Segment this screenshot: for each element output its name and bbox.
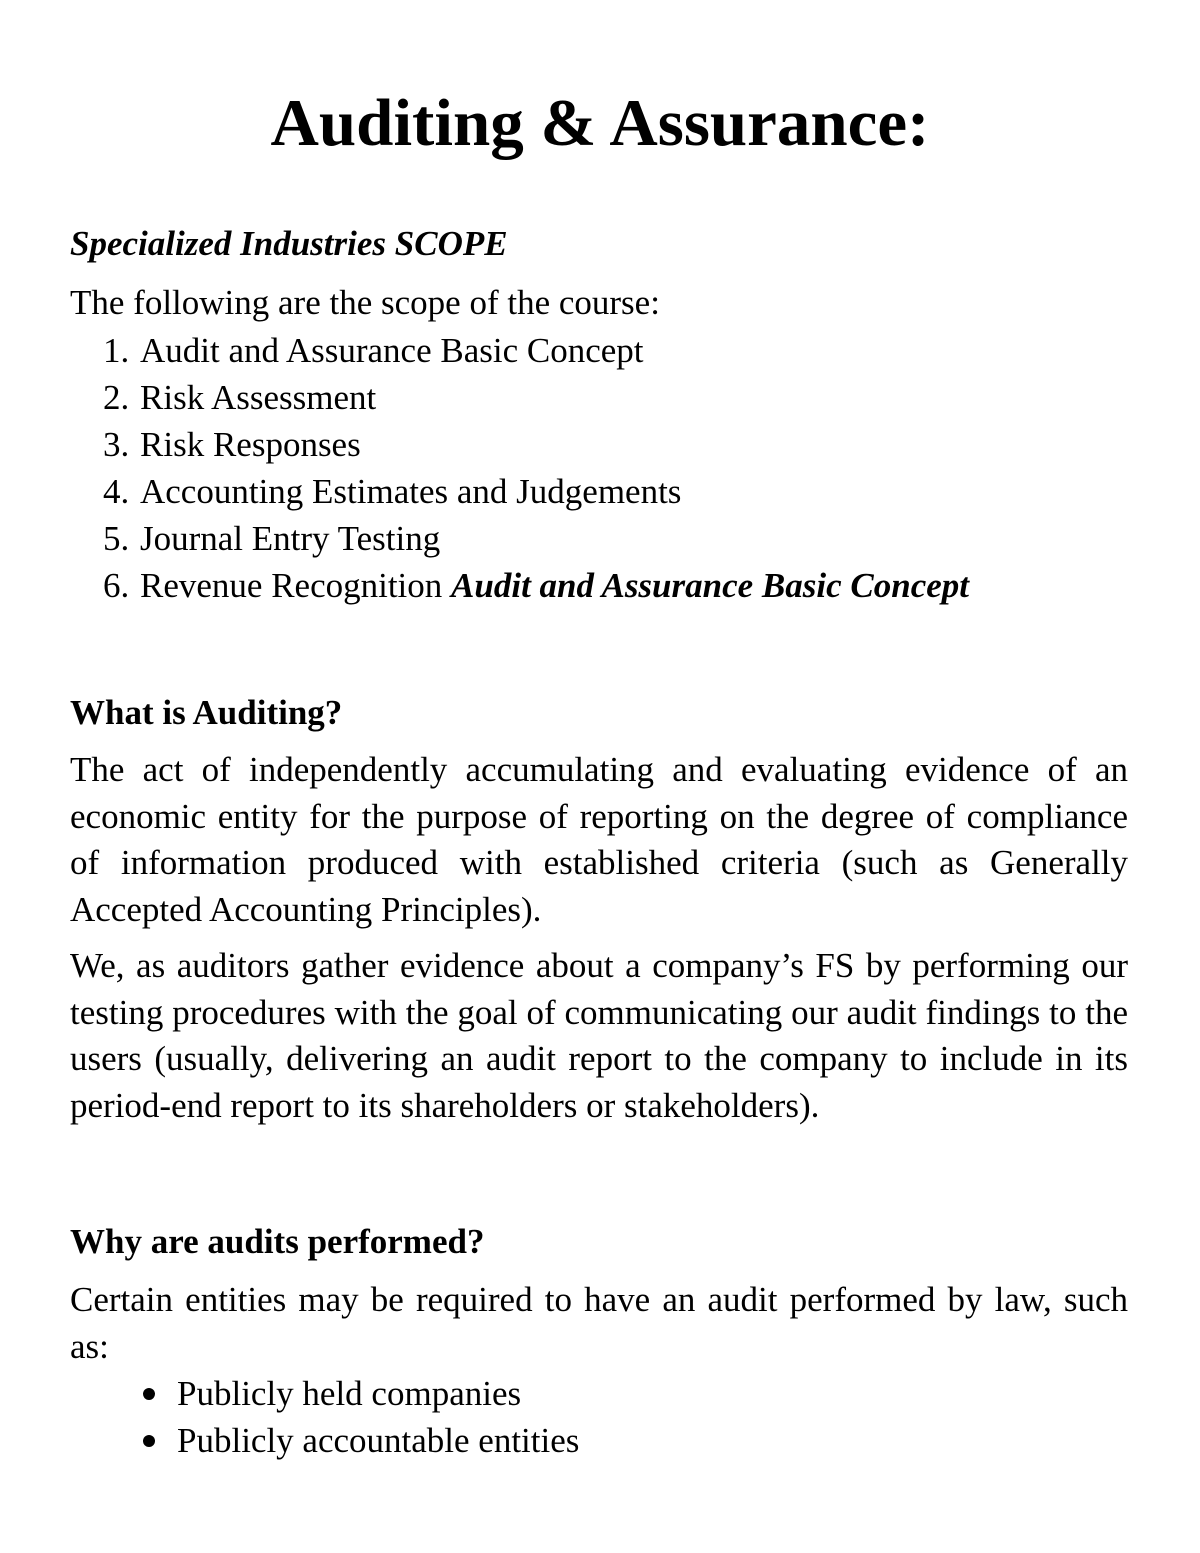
scope-item-text: Revenue Recognition [140, 566, 452, 605]
section-subtitle: Specialized Industries SCOPE [70, 224, 508, 263]
scope-list-item [0, 562, 1200, 609]
scope-item-number: 3. [103, 425, 130, 464]
scope-list [0, 327, 1200, 609]
scope-item-text-with-emphasis [140, 562, 969, 610]
scope-list-item [0, 421, 1200, 468]
scope-item-number: 6. [103, 566, 130, 605]
scope-item-number: 5. [103, 519, 130, 558]
bullet-list-item [0, 1417, 1200, 1464]
scope-item-text: Journal Entry Testing [140, 519, 441, 558]
scope-list-item [0, 515, 1200, 562]
scope-item-number: 4. [103, 472, 130, 511]
scope-item-text: Risk Responses [140, 425, 361, 464]
required-entities-list [0, 1370, 1200, 1464]
scope-item-text: Accounting Estimates and Judgements [140, 472, 682, 511]
page-title: Auditing & Assurance: [270, 86, 930, 160]
scope-item-text: Audit and Assurance Basic Concept [140, 331, 644, 370]
auditors-role-paragraph: We, as auditors gather evidence about a company’s FS by performing our testing procedures with the goal of communicating our audit findings to the users (usually, delivering an audit report to the company to include in its period-end report to its shareholders or stakeholders). [70, 946, 1128, 1125]
heading-why-audits-performed: Why are audits performed? [70, 1222, 485, 1261]
bullet-item-text: Publicly accountable entities [177, 1421, 580, 1460]
scope-list-item [0, 327, 1200, 374]
why-audits-paragraph: Certain entities may be required to have an audit performed by law, such as: [70, 1280, 1128, 1366]
auditing-definition-paragraph: The act of independently accumulating and evaluating evidence of an economic entity for the purpose of reporting on the degree of compliance of information produced with established criteria (such as Generally Accepted Accounting Principles). [70, 750, 1128, 929]
scope-intro: The following are the scope of the course: [70, 283, 660, 322]
bullet-icon [143, 1435, 155, 1447]
scope-item-emphasis: Audit and Assurance Basic Concept [451, 566, 970, 605]
scope-item-number: 2. [103, 378, 130, 417]
scope-list-item [0, 468, 1200, 515]
bullet-icon [143, 1388, 155, 1400]
scope-list-item [0, 374, 1200, 421]
scope-item-text: Risk Assessment [140, 378, 377, 417]
bullet-item-text: Publicly held companies [177, 1374, 522, 1413]
bullet-list-item [0, 1370, 1200, 1417]
scope-item-number: 1. [103, 331, 130, 370]
heading-what-is-auditing: What is Auditing? [70, 693, 343, 732]
